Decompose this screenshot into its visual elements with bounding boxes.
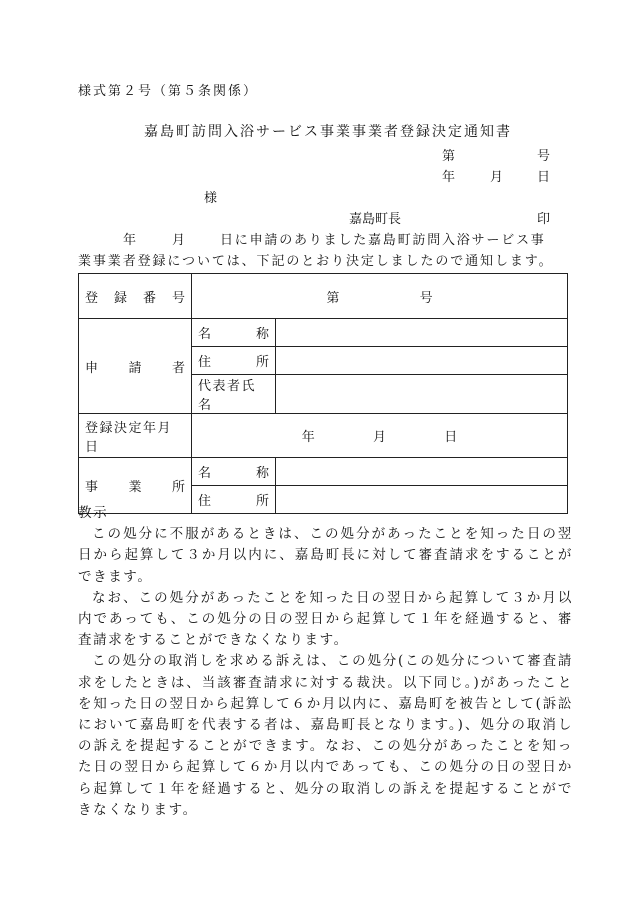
instructions-heading: 教示 <box>78 505 109 521</box>
office-label: 事 業 所 <box>85 480 185 495</box>
reg-no-label-cell <box>79 274 192 319</box>
decision-date-label-cell <box>79 414 192 458</box>
intro-line2: 業事業者登録については、下記のとおり決定しましたので通知します。 <box>78 254 554 269</box>
addressee-sama: 様 <box>204 191 218 206</box>
seal-mark: 印 <box>537 212 551 227</box>
number-go: 号 <box>537 149 551 164</box>
office-name-label-cell <box>192 458 276 486</box>
reg-no-value-cell <box>192 274 568 319</box>
applicant-name-label: 名 称 <box>198 327 269 342</box>
office-name-label: 名 称 <box>198 466 269 481</box>
applicant-label: 申 請 者 <box>85 360 185 376</box>
decision-date-month: 月 <box>372 430 386 445</box>
applicant-label-cell <box>79 319 192 414</box>
registration-table <box>78 273 568 514</box>
office-address-label: 住 所 <box>198 494 269 509</box>
instructions-paragraph-2: なお、この処分があったことを知った日の翌日から起算して３か月以内であっても、この処分の日の翌日から起算して１年を経過すると、審査請求をすることができなくなります。 <box>78 589 573 649</box>
applicant-address-label-cell <box>192 347 276 375</box>
instructions-paragraph-1: この処分に不服があるときは、この処分があったことを知った日の翌日から起算して３か月以内に、嘉島町長に対して審査請求をすることができます。 <box>78 526 573 585</box>
issue-date-day: 日 <box>537 170 551 185</box>
issue-date-year: 年 <box>442 170 456 185</box>
intro-year: 年 <box>123 233 137 248</box>
intro-month: 月 <box>172 233 186 248</box>
applicant-address-value[interactable] <box>276 347 568 375</box>
reg-no-go: 号 <box>419 290 433 306</box>
reg-no-label: 登 録 番 号 <box>85 290 185 306</box>
decision-date-year: 年 <box>301 430 315 445</box>
document-title: 嘉島町訪問入浴サービス事業事業者登録決定通知書 <box>144 124 512 140</box>
intro-line1: 日に申請のありました嘉島町訪問入浴サービス事 <box>220 233 546 248</box>
decision-date-label: 登録決定年月日 <box>85 420 173 455</box>
reg-no-dai: 第 <box>326 290 340 306</box>
applicant-name-label-cell <box>192 319 276 347</box>
form-number: 様式第２号（第５条関係） <box>78 84 259 99</box>
representative-value[interactable] <box>276 375 568 414</box>
issue-date-month: 月 <box>490 170 504 185</box>
decision-date-value-cell <box>192 414 568 458</box>
issuer-name: 嘉島町長 <box>349 212 402 227</box>
representative-label-cell <box>192 375 276 414</box>
applicant-name-value[interactable] <box>276 319 568 347</box>
office-name-value[interactable] <box>276 458 568 486</box>
instructions-section <box>78 503 573 821</box>
instructions-paragraph-3: この処分の取消しを求める訴えは、この処分(この処分について審査請求をしたときは、当該審査請求に対する裁決。以下同じ。)があったことを知った日の翌日から起算して６か月以内に、嘉島町を被告として(訴訟において嘉島町を代表する者は、嘉島町長となります。)、処分の取消しの訴えを提起することができます。なお、この処分があったことを知った日の翌日から起算して６か月以内であっても、この処分の日の翌日から起算して１年を経過すると、処分の取消しの訴えを提起することができなくなります。 <box>78 653 573 818</box>
applicant-address-label: 住 所 <box>198 355 269 370</box>
representative-label: 代表者氏名 <box>198 379 257 413</box>
number-dai: 第 <box>442 149 456 164</box>
decision-date-day: 日 <box>444 430 458 445</box>
